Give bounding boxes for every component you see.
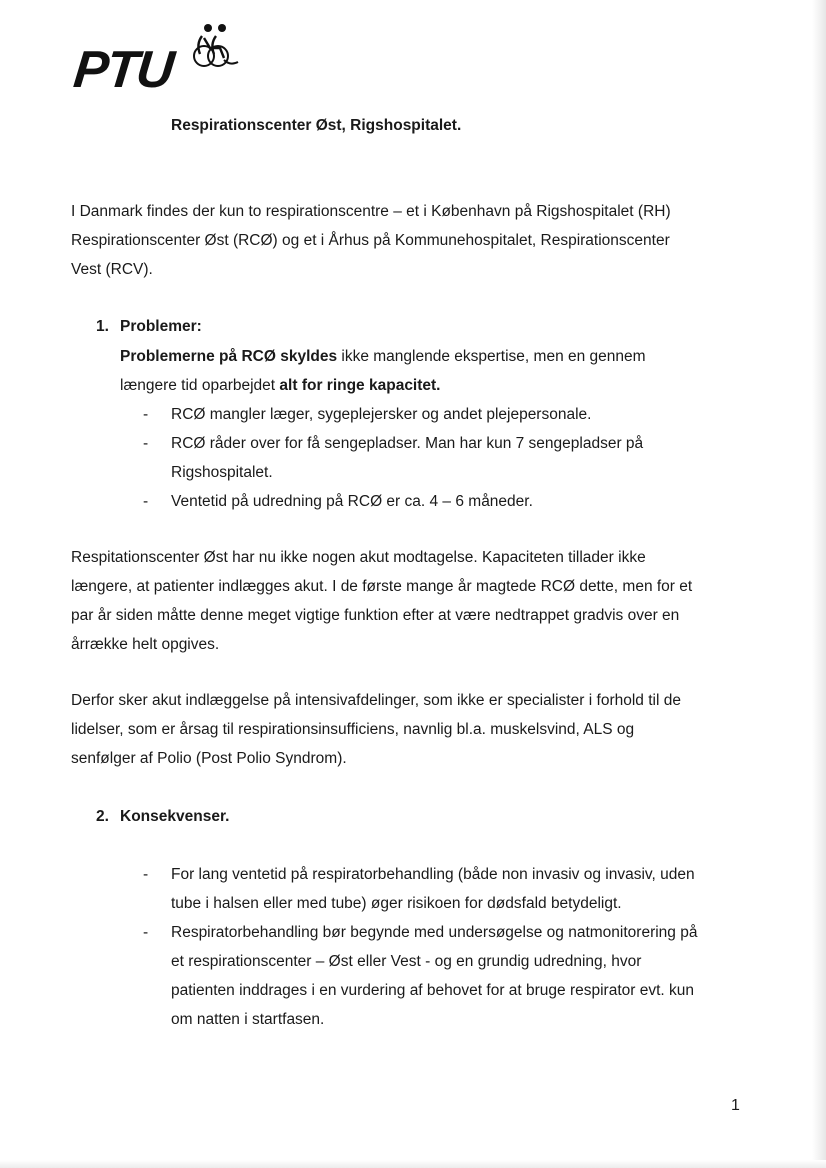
logo-text: PTU [70,41,176,99]
intro-line: Respirationscenter Øst (RCØ) og et i Århus på Kommunehospitalet, Respirationscenter [71,232,670,249]
bullet-dash: - [143,493,149,510]
list-item [143,918,697,1034]
section-1-line [120,371,646,400]
bullet-line: Rigshospitalet. [171,464,273,481]
intro-paragraph [71,197,671,284]
section-2-title: Konsekvenser. [120,808,230,825]
section-1-heading [96,318,202,336]
scan-edge [0,1160,826,1168]
document-title: Respirationscenter Øst, Rigshospitalet. [171,117,462,134]
section-1-bullets [143,400,643,516]
capacity-bold: alt for ringe kapacitet. [279,377,441,394]
bullet-line: et respirationscenter – Øst eller Vest - og en grundig udredning, hvor [171,953,642,970]
bullet-dash: - [143,435,149,452]
paragraph-line: Derfor sker akut indlæggelse på intensivafdelinger, som ikke er specialister i forhold til de [71,692,681,709]
bullet-line: tube i halsen eller med tube) øger risikoen for dødsfald betydeligt. [171,895,622,912]
bullet-line: RCØ mangler læger, sygeplejersker og andet plejepersonale. [171,406,592,423]
page-number: 1 [731,1097,740,1114]
scan-edge [812,0,826,1168]
intro-line: Vest (RCV). [71,261,153,278]
ptu-logo [70,22,254,99]
wheelchair-people-icon [186,22,246,76]
section-1-number: 1. [96,318,109,335]
bullet-line: om natten i startfasen. [171,1011,325,1028]
section-1-line [120,342,646,371]
bullet-line: Respiratorbehandling bør begynde med undersøgelse og natmonitorering på [171,924,698,941]
section-1-body [120,342,646,400]
bullet-line: patienten inddrages i en vurdering af behovet for at bruge respirator evt. kun [171,982,695,999]
section-2-number: 2. [96,808,109,825]
paragraph-line: Respitationscenter Øst har nu ikke nogen akut modtagelse. Kapaciteten tillader ikke [71,549,646,566]
bullet-dash: - [143,406,149,423]
section-2-bullets [143,860,697,1034]
paragraph-line: lidelser, som er årsag til respirationsinsufficiens, navnlig bl.a. muskelsvind, ALS og [71,721,635,738]
paragraph-line: længere, at patienter indlægges akut. I de første mange år magtede RCØ dette, men for et [71,578,693,595]
list-item [143,860,697,918]
list-item [143,429,643,487]
intensive-care-paragraph [71,686,681,773]
bullet-line: For lang ventetid på respiratorbehandling (både non invasiv og invasiv, uden [171,866,695,883]
paragraph-line: par år siden måtte denne meget vigtige funktion efter at være nedtrappet gradvis over en [71,607,680,624]
bullet-line: Ventetid på udredning på RCØ er ca. 4 – 6 måneder. [171,493,533,510]
capacity-paragraph [71,543,692,659]
intro-line: I Danmark findes der kun to respirationscentre – et i København på Rigshospitalet (RH) [71,203,671,220]
paragraph-line: senfølger af Polio (Post Polio Syndrom). [71,750,347,767]
list-item [143,400,643,429]
problem-cause-bold: Problemerne på RCØ skyldes [120,348,338,365]
section-1-title: Problemer: [120,318,202,335]
bullet-dash: - [143,924,149,941]
bullet-line: RCØ råder over for få sengepladser. Man har kun 7 sengepladser på [171,435,644,452]
bullet-dash: - [143,866,149,883]
problem-cause-rest: ikke manglende ekspertise, men en gennem [337,348,646,365]
paragraph-line: årrække helt opgives. [71,636,220,653]
capacity-rest: længere tid oparbejdet [120,377,280,394]
list-item [143,487,643,516]
section-2-heading [96,808,229,826]
